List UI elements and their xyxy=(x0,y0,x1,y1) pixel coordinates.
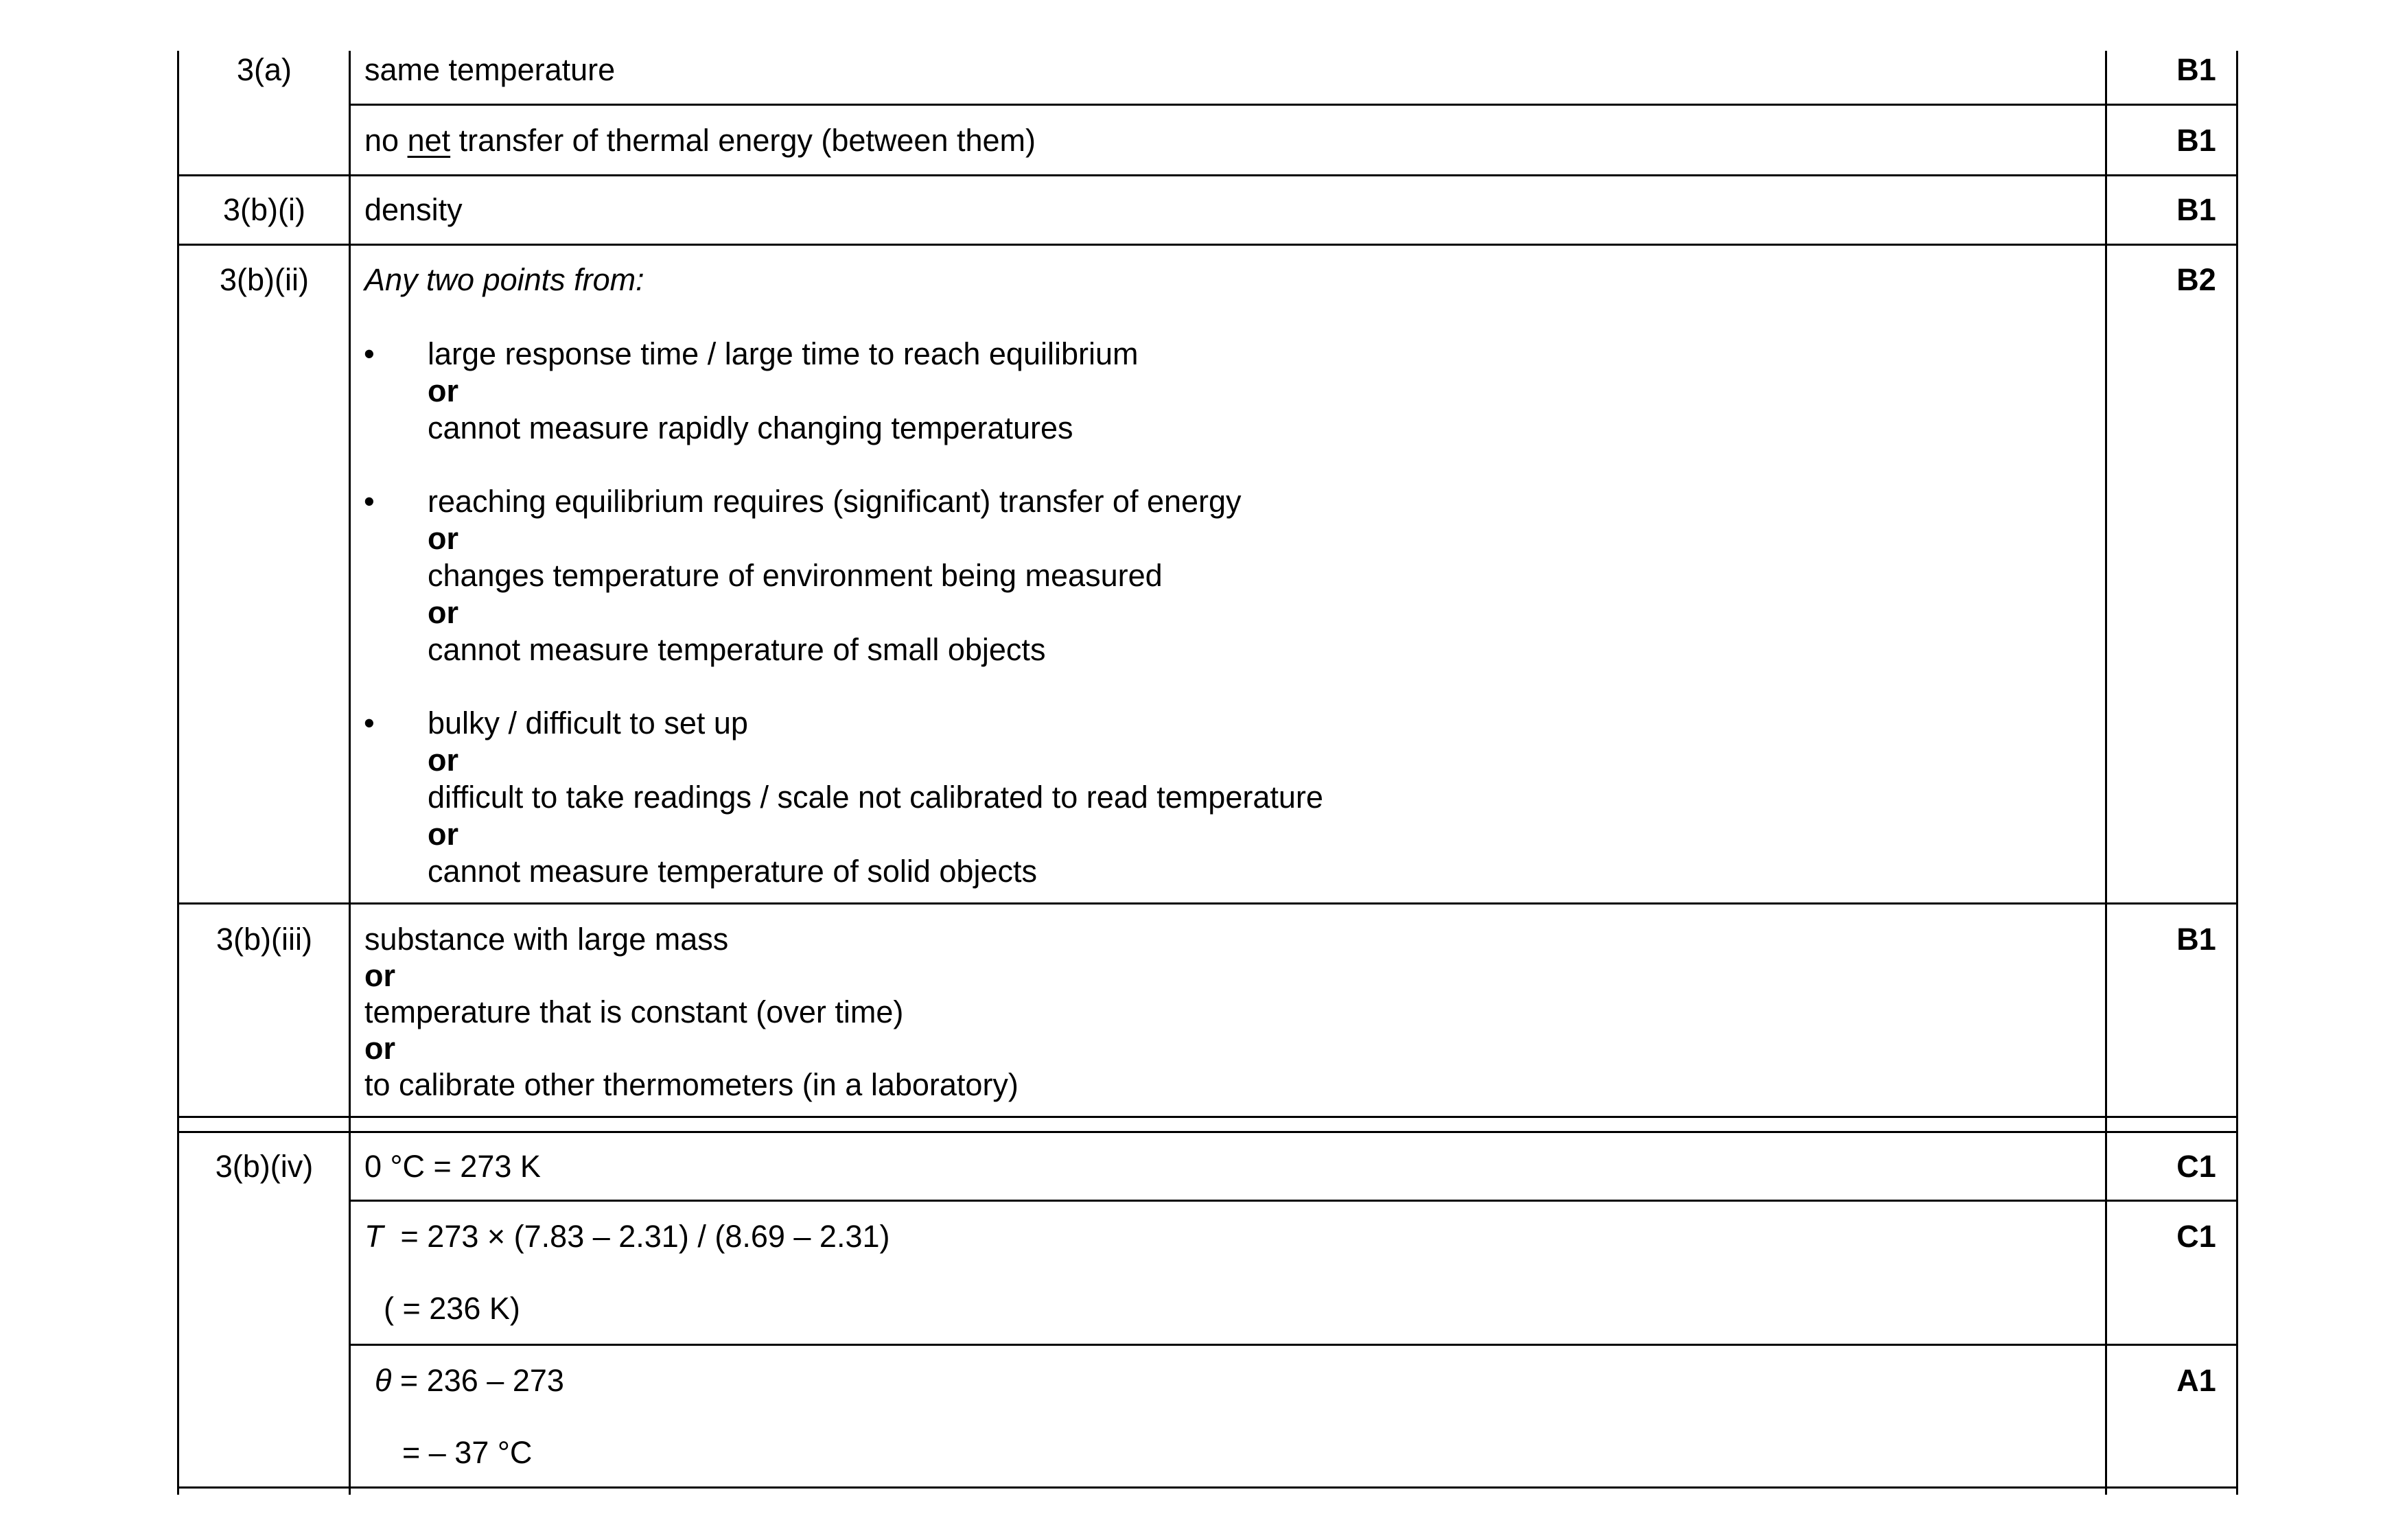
answer-text: = – 37 °C xyxy=(402,1435,533,1470)
row-divider xyxy=(349,104,2238,106)
question-number: 3(a) xyxy=(236,52,292,87)
answer-text: 0 °C = 273 K xyxy=(364,1149,541,1184)
answer-text xyxy=(364,122,1036,159)
underlined-keyword: net xyxy=(407,123,451,158)
table-border-bottom xyxy=(177,1486,2238,1489)
column-divider-mark xyxy=(2105,51,2107,1495)
answer-text xyxy=(364,1218,890,1255)
question-number: 3(b)(iii) xyxy=(216,922,312,957)
answer-text-prefix: no xyxy=(364,123,408,158)
answer-text: cannot measure rapidly changing temperatures xyxy=(428,410,1073,445)
bullet-icon: • xyxy=(364,484,375,519)
mark-code: B1 xyxy=(2176,123,2216,158)
column-divider-question xyxy=(349,51,351,1495)
mark-code: B1 xyxy=(2176,922,2216,957)
answer-text: cannot measure temperature of small objects xyxy=(428,632,1046,667)
row-divider xyxy=(349,1344,2238,1346)
answer-text: temperature that is constant (over time) xyxy=(364,994,904,1029)
question-number: 3(b)(iv) xyxy=(215,1149,314,1184)
equation-text: = 236 – 273 xyxy=(391,1363,564,1398)
row-divider xyxy=(177,174,2238,176)
row-divider xyxy=(177,1116,2238,1118)
question-number: 3(b)(i) xyxy=(223,192,305,227)
answer-text: cannot measure temperature of solid objects xyxy=(428,854,1037,889)
answer-text: large response time / large time to reach equilibrium xyxy=(428,336,1139,371)
bullet-icon: • xyxy=(364,336,375,371)
row-divider xyxy=(177,244,2238,246)
answer-text: density xyxy=(364,192,463,227)
mark-code: C1 xyxy=(2176,1149,2216,1184)
mark-code: A1 xyxy=(2176,1363,2216,1398)
alternative-or: or xyxy=(364,958,395,993)
answer-text: reaching equilibrium requires (significant) transfer of energy xyxy=(428,484,1242,519)
row-divider xyxy=(177,902,2238,905)
table-border-left xyxy=(177,51,179,1495)
alternative-or: or xyxy=(428,373,458,408)
answer-text: same temperature xyxy=(364,52,616,87)
answer-text: ( = 236 K) xyxy=(384,1291,520,1326)
row-divider xyxy=(177,1131,2238,1133)
answer-text: bulky / difficult to set up xyxy=(428,705,748,740)
mark-code: B1 xyxy=(2176,52,2216,87)
alternative-or: or xyxy=(428,743,458,778)
alternative-or: or xyxy=(428,817,458,852)
answer-text: changes temperature of environment being measured xyxy=(428,558,1163,593)
symbol-temperature: T xyxy=(364,1219,384,1254)
symbol-theta: θ xyxy=(375,1363,392,1398)
answer-text: substance with large mass xyxy=(364,922,729,957)
question-number: 3(b)(ii) xyxy=(220,262,309,297)
answer-text: to calibrate other thermometers (in a laboratory) xyxy=(364,1067,1019,1102)
answer-intro: Any two points from: xyxy=(364,262,644,297)
answer-text-suffix: transfer of thermal energy (between them) xyxy=(450,123,1036,158)
equation-text: = 273 × (7.83 – 2.31) / (8.69 – 2.31) xyxy=(383,1219,890,1254)
alternative-or: or xyxy=(428,521,458,556)
alternative-or: or xyxy=(428,595,458,630)
row-divider xyxy=(349,1200,2238,1202)
alternative-or: or xyxy=(364,1031,395,1066)
answer-text: difficult to take readings / scale not calibrated to read temperature xyxy=(428,780,1323,815)
bullet-icon: • xyxy=(364,705,375,740)
mark-code: B2 xyxy=(2176,262,2216,297)
mark-code: B1 xyxy=(2176,192,2216,227)
mark-code: C1 xyxy=(2176,1219,2216,1254)
answer-text xyxy=(375,1362,564,1399)
